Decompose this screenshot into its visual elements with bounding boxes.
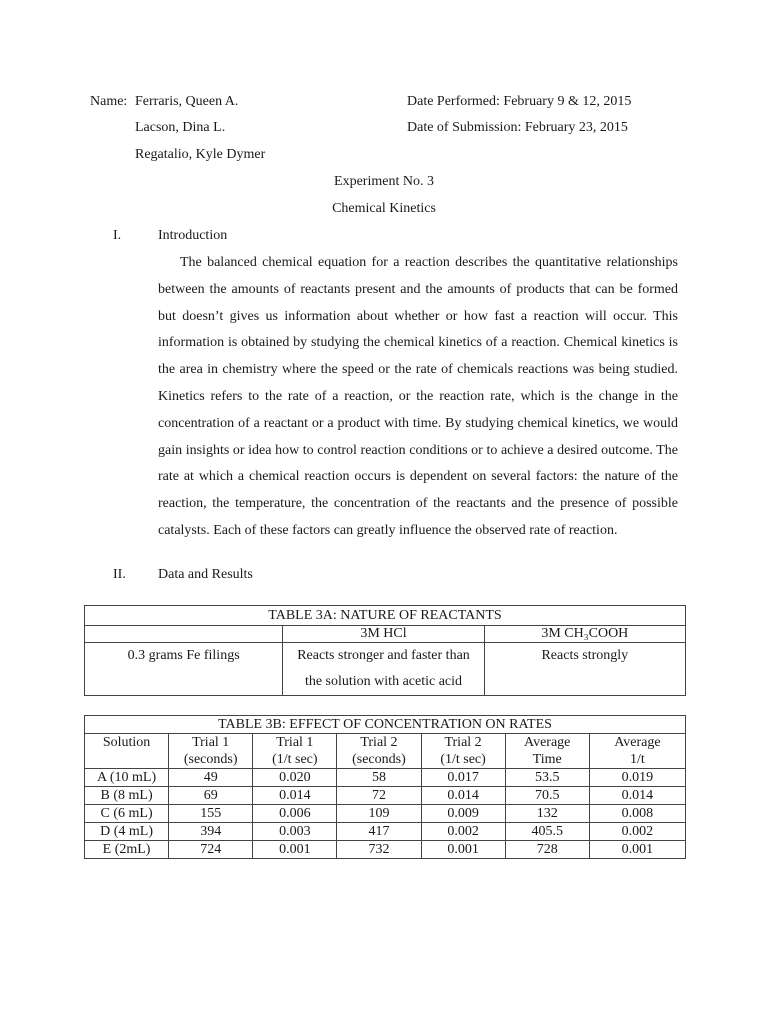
table-b-value-cell: 0.009 (421, 805, 505, 823)
table-b-solution-cell: D (4 mL) (85, 823, 169, 841)
table-row (85, 841, 686, 859)
author-name-2: Lacson, Dina L. (135, 120, 226, 135)
table-row (85, 805, 686, 823)
table-b-value-cell: 0.017 (421, 769, 505, 787)
table-nature-of-reactants (84, 605, 686, 696)
table-row (85, 823, 686, 841)
author-name-1: Ferraris, Queen A. (135, 94, 239, 109)
table-b-value-cell: 405.5 (505, 823, 589, 841)
table-b-value-cell: 155 (169, 805, 253, 823)
table-b-value-cell: 0.006 (253, 805, 337, 823)
table-b-header-line: Trial 2 (360, 735, 398, 750)
table-b-header-line: Trial 1 (276, 735, 314, 750)
table-row (85, 787, 686, 805)
table-b-value-cell: 0.014 (253, 787, 337, 805)
table-b-body (85, 769, 686, 859)
table-b-value-cell: 58 (337, 769, 421, 787)
table-a-hcl-result (283, 643, 484, 696)
table-b-header-line: (1/t sec) (440, 752, 486, 767)
table-b-value-cell: 417 (337, 823, 421, 841)
table-b-header-cell (505, 734, 589, 769)
table-b-header-line: Time (532, 752, 562, 767)
section-number-intro: I. (113, 228, 122, 243)
table-b-value-cell: 0.001 (421, 841, 505, 859)
table-b-value-cell: 0.001 (589, 841, 685, 859)
table-a-hcl-result-line-2: the solution with acetic acid (304, 674, 463, 689)
table-b-header-line: Solution (102, 735, 151, 750)
table-b-header-cell (337, 734, 421, 769)
table-b-value-cell: 0.014 (589, 787, 685, 805)
table-b-value-cell: 0.002 (589, 823, 685, 841)
section-heading-data: Data and Results (158, 567, 253, 582)
date-performed: Date Performed: February 9 & 12, 2015 (407, 94, 632, 109)
table-b-solution-cell: A (10 mL) (85, 769, 169, 787)
table-b-value-cell: 0.020 (253, 769, 337, 787)
table-b-value-cell: 70.5 (505, 787, 589, 805)
author-name-3: Regatalio, Kyle Dymer (135, 147, 266, 162)
table-b-value-cell: 109 (337, 805, 421, 823)
table-a-acetic-result: Reacts strongly (484, 643, 685, 696)
section-number-data: II. (113, 567, 126, 582)
section-heading-intro: Introduction (158, 228, 228, 243)
experiment-title: Chemical Kinetics (332, 201, 436, 216)
table-b-header-line: Trial 2 (444, 735, 482, 750)
table-b-header-line: 1/t (629, 752, 645, 767)
table-b-value-cell: 728 (505, 841, 589, 859)
table-a-hcl-result-line-1: Reacts stronger and faster than (297, 648, 470, 663)
table-b-value-cell: 0.008 (589, 805, 685, 823)
table-b-header-line: Average (614, 735, 661, 750)
table-b-value-cell: 0.014 (421, 787, 505, 805)
table-b-header-line: Average (524, 735, 571, 750)
table-b-value-cell: 69 (169, 787, 253, 805)
table-b-header-cell (85, 734, 169, 769)
table-b-value-cell: 394 (169, 823, 253, 841)
table-b-header-cell (253, 734, 337, 769)
table-b-value-cell: 0.003 (253, 823, 337, 841)
experiment-number: Experiment No. 3 (334, 174, 434, 189)
table-b-header-cell (169, 734, 253, 769)
table-b-title: TABLE 3B: EFFECT OF CONCENTRATION ON RATES (85, 716, 686, 734)
table-b-solution-cell: B (8 mL) (85, 787, 169, 805)
table-b-header-cell (421, 734, 505, 769)
table-b-value-cell: 724 (169, 841, 253, 859)
table-row (85, 769, 686, 787)
table-b-value-cell: 0.019 (589, 769, 685, 787)
table-a-title: TABLE 3A: NATURE OF REACTANTS (85, 606, 686, 626)
table-b-solution-cell: E (2mL) (85, 841, 169, 859)
table-b-header-cell (589, 734, 685, 769)
table-b-value-cell: 0.001 (253, 841, 337, 859)
table-b-value-cell: 132 (505, 805, 589, 823)
table-b-solution-cell: C (6 mL) (85, 805, 169, 823)
table-b-header-line: (seconds) (183, 752, 238, 767)
table-effect-of-concentration (84, 715, 686, 859)
table-b-value-cell: 0.002 (421, 823, 505, 841)
table-b-header-line: (seconds) (352, 752, 406, 767)
date-submission: Date of Submission: February 23, 2015 (407, 120, 628, 135)
name-label: Name: (90, 94, 128, 109)
table-b-value-cell: 732 (337, 841, 421, 859)
table-a-col-hcl: 3M HCl (283, 626, 484, 643)
table-b-value-cell: 53.5 (505, 769, 589, 787)
table-b-header-row (85, 734, 686, 769)
table-b-value-cell: 72 (337, 787, 421, 805)
table-b-value-cell: 49 (169, 769, 253, 787)
introduction-paragraph: The balanced chemical equation for a reaction describes the quantitative relationships between the amounts of reactants present and the amounts of products that can be formed but doesn’t gives us information about whether or how fast a reaction will occur. This information is obtained by studying the chemical kinetics of a reaction. Chemical kinetics is the area in chemistry where the speed or the rate of chemicals reactions was being studied. Kinetics refers to the rate of a reaction, or the reaction rate, which is the change in the concentration of a reactant or a product with time. By studying chemical kinetics, we would gain insights or idea how to control reaction conditions or to achieve a desired outcome. The rate at which a chemical reaction occurs is dependent on several factors: the nature of the reaction, the temperature, the concentration of the reactants and the presence of possible catalysts. Each of these factors can greatly influence the observed rate of reaction. (158, 255, 678, 538)
table-b-header-line: Trial 1 (192, 735, 230, 750)
table-a-row-label: 0.3 grams Fe filings (85, 643, 283, 696)
table-a-col-acetic: 3M CH₃COOH (484, 626, 685, 643)
table-b-header-line: (1/t sec) (272, 752, 318, 767)
table-a-empty-header (85, 626, 283, 643)
